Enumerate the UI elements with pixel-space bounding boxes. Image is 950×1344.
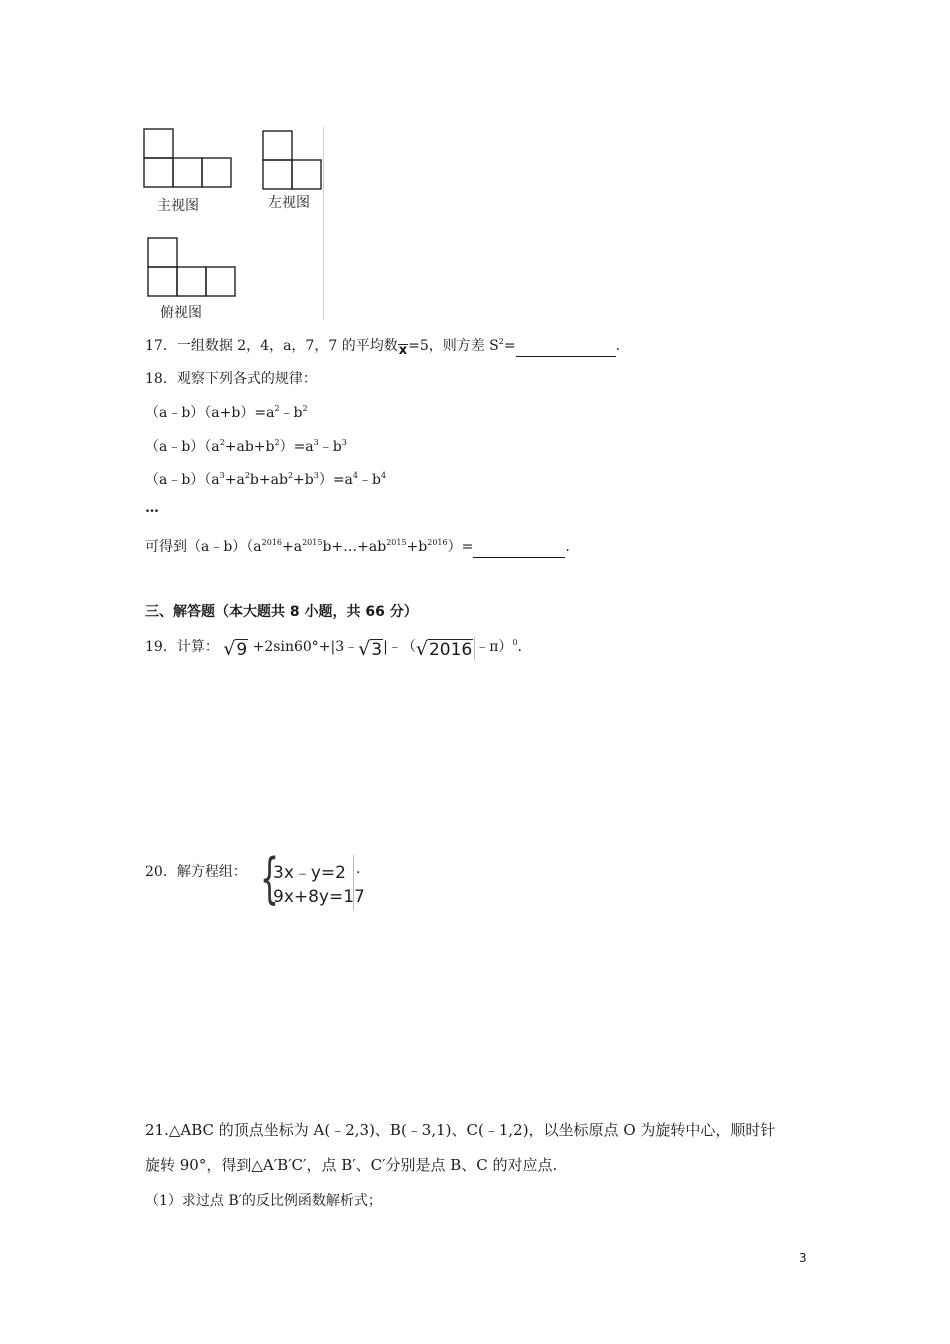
q19-mid1: +2sin60°+|3﹣ — [252, 639, 359, 655]
q18-r-a: 可得到（a﹣b）（a — [145, 539, 262, 555]
q18-line-1 — [145, 402, 308, 422]
top-view-square-2 — [177, 267, 206, 296]
q18-l3-c: b+ab — [249, 472, 288, 488]
mean-symbol: x — [398, 343, 408, 358]
q17-text-a: 17．一组数据 2，4，a，7，7 的平均数 — [145, 338, 398, 354]
q18-r-d: +b — [406, 539, 428, 555]
sqrt-9: √9 — [223, 638, 248, 660]
q19-exponent: 0 — [512, 638, 518, 647]
q20-period: . — [356, 861, 361, 877]
q20-prefix: 20．解方程组： — [145, 864, 247, 880]
q18-r-sup1: 2016 — [261, 538, 283, 547]
q18-l2-d: ﹣b — [318, 439, 342, 455]
q18-period: . — [565, 539, 570, 555]
q18-line-2 — [145, 436, 347, 456]
q18-l3-sup5: 4 — [352, 471, 358, 480]
three-view-drawing — [140, 127, 323, 320]
q18-l3-sup4: 3 — [313, 471, 319, 480]
q18-l3-f: ﹣b — [358, 472, 381, 488]
top-view-square-1 — [148, 267, 177, 296]
q17-text-b: =5，则方差 S — [408, 338, 499, 354]
left-view-square-1 — [263, 160, 292, 189]
front-view-square-2 — [173, 158, 202, 187]
q18-l2-sup4: 3 — [341, 438, 347, 447]
q18-l3-e: ）=a — [318, 472, 353, 488]
q18-l3-sup6: 4 — [380, 471, 387, 480]
q18-ellipsis: … — [145, 500, 159, 516]
q18-l1-b: ﹣b — [279, 405, 303, 421]
q18-result — [145, 536, 570, 558]
front-view-square-3 — [202, 158, 231, 187]
q18-l2-b: +ab+b — [224, 439, 275, 455]
q21-line-2: 旋转 90°，得到△A′B′C′，点 B′、C′分别是点 B、C 的对应点. — [145, 1156, 558, 1174]
answer-blank-18[interactable] — [473, 541, 565, 558]
q21-line-1: 21.△ABC 的顶点坐标为 A(﹣2,3)、B(﹣3,1)、C(﹣1,2)，以坐标原点 O 为旋转中心，顺时针 — [145, 1121, 776, 1139]
equation-1: 3x﹣y=2 — [273, 863, 346, 883]
q18-l3-sup3: 2 — [287, 471, 294, 480]
q18-r-sup2: 2015 — [302, 538, 323, 547]
equation-2: 9x+8y=17 — [273, 887, 365, 907]
q18-line-3 — [145, 469, 386, 489]
page-number: 3 — [799, 1251, 807, 1265]
q17-period: . — [615, 338, 621, 354]
q18-r-e: ）= — [447, 539, 474, 555]
q18-l2-sup3: 3 — [313, 438, 319, 447]
question-19 — [145, 636, 522, 660]
q18-l2-c: ）=a — [279, 439, 314, 455]
q19-mid2: |﹣（ — [383, 639, 416, 655]
brace-icon: { — [260, 847, 279, 910]
sqrt-3: √3 — [358, 638, 383, 660]
q18-l2-a: （a﹣b）（a — [145, 439, 220, 455]
q18-l1-sup2: 2 — [302, 404, 308, 413]
left-view-top-square — [263, 131, 292, 160]
answer-blank-17[interactable] — [516, 340, 616, 357]
q18-r-sup4: 2016 — [427, 538, 448, 547]
q18-l3-b: +a — [224, 472, 245, 488]
q19-mid3: ﹣π） — [475, 639, 513, 655]
sqrt-9-value: 9 — [236, 640, 248, 660]
q18-r-sup3: 2015 — [386, 538, 407, 547]
q18-intro: 18．观察下列各式的规律： — [145, 371, 317, 387]
sqrt-3-value: 3 — [371, 640, 383, 660]
q17-text-c: = — [503, 338, 516, 354]
section-title: 三、解答题（本大题共 8 小题，共 66 分） — [145, 604, 418, 620]
front-view-top-square — [144, 129, 173, 158]
q18-l3-d: +b — [293, 472, 314, 488]
left-view-square-2 — [292, 160, 321, 189]
question-17 — [145, 335, 620, 357]
q18-l3-a: （a﹣b）（a — [145, 472, 220, 488]
q18-r-b: +a — [282, 539, 303, 555]
top-view-square-3 — [206, 267, 235, 296]
q19-period: . — [517, 639, 522, 655]
front-view-square-1 — [144, 158, 173, 187]
q18-l2-sup1: 2 — [219, 438, 225, 447]
left-view-label: 左视图 — [268, 195, 310, 211]
q18-l1-a: （a﹣b）（a+b）=a — [145, 405, 275, 421]
q21-sub-1: （1）求过点 B′的反比例函数解析式； — [145, 1193, 382, 1209]
front-view-label: 主视图 — [157, 198, 199, 214]
q18-l2-sup2: 2 — [274, 438, 280, 447]
equation-system — [260, 847, 365, 911]
q18-r-c: b+…+ab — [322, 539, 387, 555]
q18-l3-sup2: 2 — [244, 471, 250, 480]
sqrt-2016: √2016 — [416, 638, 475, 660]
three-view-figure — [140, 127, 324, 320]
q18-l1-sup1: 2 — [274, 404, 280, 413]
q18-l3-sup1: 3 — [219, 471, 225, 480]
top-view-label: 俯视图 — [160, 305, 202, 321]
q17-superscript: 2 — [498, 337, 504, 346]
q19-prefix: 19．计算： — [145, 639, 219, 655]
top-view-top-square — [148, 238, 177, 267]
sqrt-2016-value: 2016 — [428, 640, 473, 660]
